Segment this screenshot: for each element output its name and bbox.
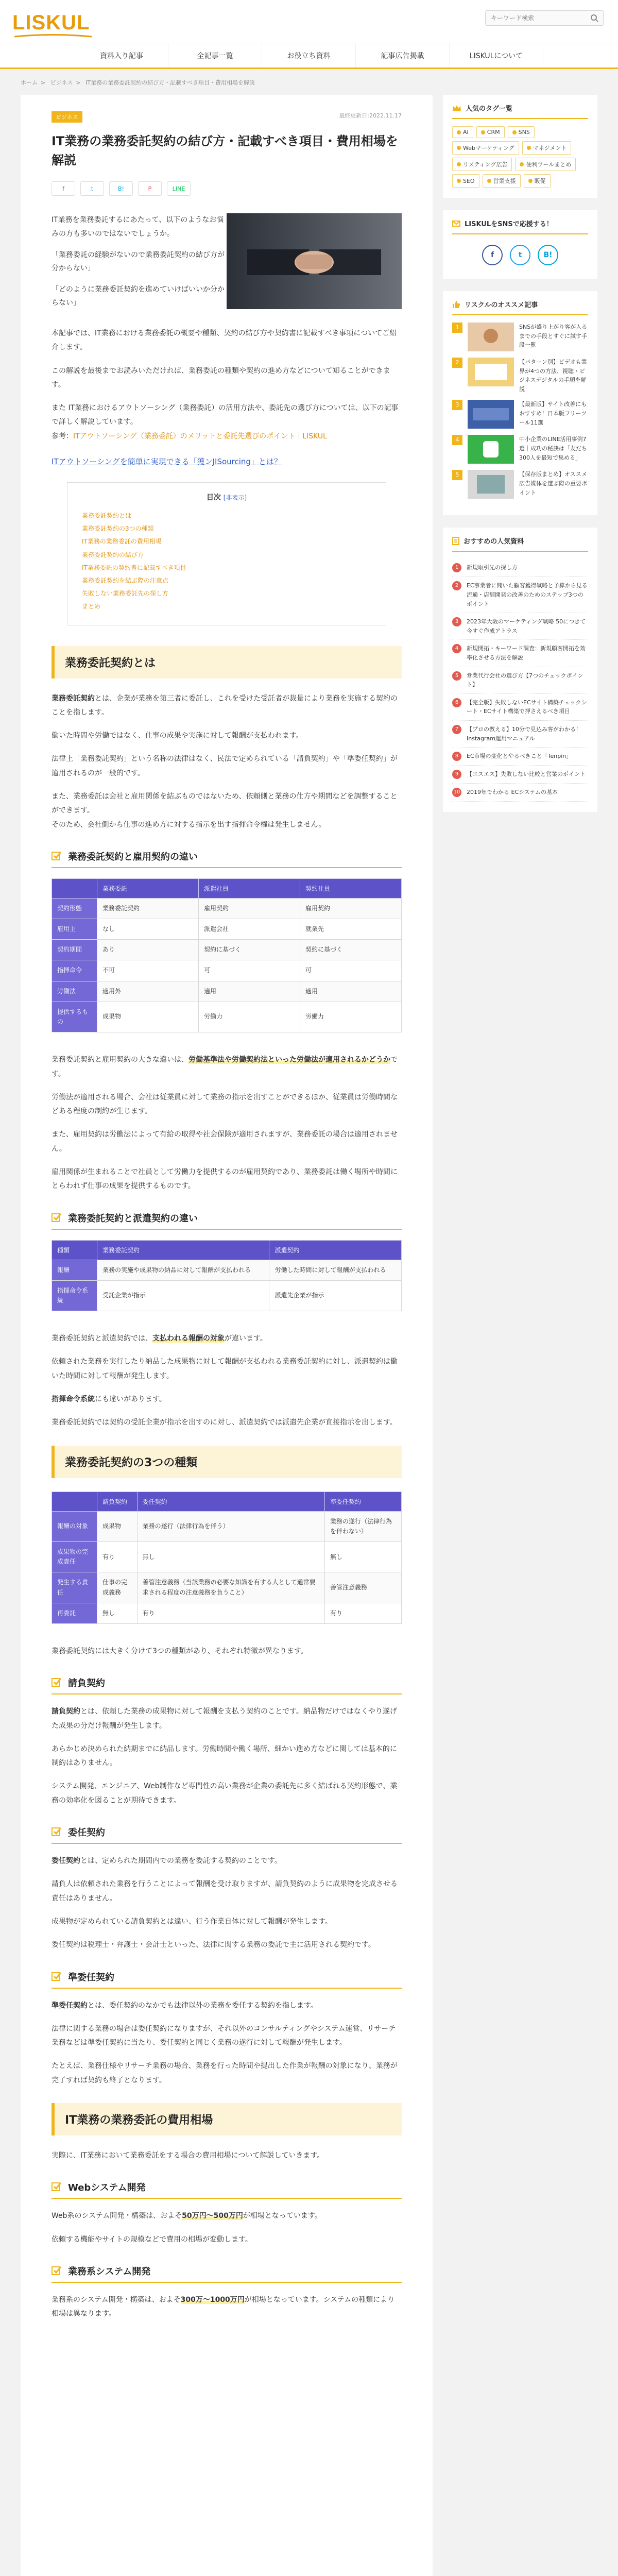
- check-icon: [52, 2265, 62, 2276]
- article-paragraph: 準委任契約とは、委任契約のなかでも法律以外の業務を委任する契約を指します。: [52, 2001, 318, 2010]
- toc-item[interactable]: 失敗しない業務委託先の探し方: [82, 590, 169, 598]
- share-buttons: [52, 181, 402, 196]
- nav-item-resources[interactable]: お役立ち資料: [262, 43, 356, 67]
- breadcrumb-home[interactable]: ホーム: [21, 79, 38, 86]
- subsection-heading: 業務委託契約と派遣契約の違い: [52, 1208, 402, 1230]
- nav-item-ad-placement[interactable]: 記事広告掲載: [356, 43, 450, 67]
- article: [21, 95, 433, 2576]
- article-paragraph: 業務系のシステム開発・構築は、およそ300万〜1000万円が相場となっています。システムの種類により相場は異なります。: [52, 2295, 395, 2318]
- article-paragraph: 実際に、IT業務において業務委託をする場合の費用相場について解説していきます。: [52, 2151, 324, 2160]
- section-heading: IT業務の業務委託の費用相場: [52, 2103, 402, 2136]
- article-paragraph: 指揮命令系統にも違いがあります。: [52, 1395, 166, 1404]
- check-icon: [52, 1971, 62, 1981]
- subsection-heading: 業務系システム開発: [52, 2261, 402, 2283]
- article-paragraph: 業務委託契約とは、企業が業務を第三者に委託し、これを受けた受託者が裁量により業務を実施する契約のことを指します。: [52, 694, 398, 717]
- article-paragraph: 請負契約とは、依頼した業務の成果物に対して報酬を支払う契約のことです。納品物だけではなくやり遂げた成果の分だけ報酬が発生します。: [52, 1707, 397, 1730]
- article-thumbnail: [468, 470, 514, 499]
- handshake-image: [227, 213, 402, 309]
- recommended-widget: リスクルのオススメ記事 1 SNSが盛り上がり客が入るまでの手段とすぐに試す手段一覧 2 【パターン別】ビデオも業界が4つの方法、視聴・ビジネスデジタルの手順を解説 3 【最新版】サイト改善にもおすすめ！日本版フリーツール11選 4 中小企業のLINE活用事例7選｜成功の秘訣は「友だち300人を最短で集める」 5 【保存版まとめ】オススメ広告媒体を選ぶ際の重要ポイント: [443, 291, 597, 515]
- article-paragraph: 依頼された業務を実行したり納品した成果物に対して報酬が支払われる業務委託契約に対し、派遣契約は働いた時間に対して報酬が発生します。: [52, 1358, 398, 1380]
- category-badge[interactable]: ビジネス: [52, 111, 82, 123]
- article-paragraph: あらかじめ決められた納期までに納品します。労働時間や働く場所、細かい進め方などに関しては基本的に制約はありません。: [52, 1744, 397, 1768]
- table-row: 契約期間 あり 契約に基づく 契約に基づく: [52, 940, 402, 960]
- article-paragraph: 本記事では、IT業務における業務委託の概要や種類、契約の結び方や契約書に記載すべき事項についてご紹介します。: [52, 329, 397, 352]
- tag-ai[interactable]: AI: [452, 126, 473, 138]
- mail-icon: [452, 220, 460, 227]
- list-item[interactable]: 9 【エスエス】失敗しない比較と営業のポイント: [452, 766, 588, 784]
- toc-item[interactable]: 業務委託契約の3つの種類: [82, 525, 154, 533]
- breadcrumb: ホーム > ビジネス > IT業務の業務委託契約の結び方・記載すべき項目・費用相場を解説: [21, 79, 255, 86]
- popular-resources-widget: おすすめの人気資料 1 新規取引先の探し方 2 EC事業者に聞いた顧客獲得戦略と予算から見る流通・店舗開発の改善のためのステップ3つのポイント 3 2023年大阪のマーケティング戦略 50につきて今すぐ作成アトラス 4 新規開拓・キーワード調査：新規顧客開拓を効率化させる方法を解説 5 営業代行会社の選び方【7つのチェックポイント】 6 【完全版】失敗しないECサイト構築チェックシート・ECサイト構築で押さえるべき項目 7 【プロの教える】10分で見込み客がわかる！Instagram運用マニュアル 8 EC市場の変化とやるべきこと「Tenpin」 9 【エスエス】失敗しない比較と営業のポイント 10 2019年でわかる ECシステムの基本: [443, 528, 597, 812]
- table-row: 発生する責任 仕事の完成義務 善管注意義務（当該業務の必要な知識を有する人として通常要求される程度の注意義務を負うこと） 善管注意義務: [52, 1572, 402, 1603]
- article-thumbnail: [468, 435, 514, 464]
- article-thumbnail: [468, 323, 514, 351]
- tag-crm[interactable]: CRM: [476, 126, 505, 138]
- toc-item[interactable]: 業務委託契約の結び方: [82, 551, 144, 558]
- check-icon: [52, 851, 62, 861]
- table-row: 成果物の完成責任 有り 無し 無し: [52, 1542, 402, 1572]
- table-row: 指揮命令系統 受託企業が指示 派遣先企業が指示: [52, 1280, 402, 1311]
- subsection-heading: 業務委託契約と雇用契約の違い: [52, 846, 402, 868]
- updated-date: 最終更新日:2022.11.17: [339, 112, 402, 119]
- share-facebook-button[interactable]: f: [52, 181, 75, 196]
- toc-item[interactable]: まとめ: [82, 603, 101, 611]
- toc-item[interactable]: IT業務の業務委託の費用相場: [82, 538, 162, 546]
- breadcrumb-current: IT業務の業務委託契約の結び方・記載すべき項目・費用相場を解説: [85, 79, 255, 86]
- tag-promotion[interactable]: 販促: [524, 174, 551, 188]
- table-row: 提供するもの 成果物 労働力 労働力: [52, 1002, 402, 1032]
- intro-text: IT業務を業務委託するにあたって、以下のようなお悩みの方も多いのではないでしょうか。: [52, 216, 224, 238]
- share-line-button[interactable]: LINE: [167, 181, 191, 196]
- search-icon[interactable]: [590, 14, 598, 22]
- check-icon: [52, 1677, 62, 1687]
- table-row: 再委託 無し 有り 有り: [52, 1603, 402, 1623]
- toc-item[interactable]: 業務委託契約を結ぶ際の注意点: [82, 577, 169, 584]
- article-thumbnail: [468, 400, 514, 429]
- check-icon: [52, 1826, 62, 1837]
- article-paragraph: また、業務委託は会社と雇用関係を結ぶものではないため、依頼側と業務の仕方や期間などを調整することができます。 そのため、会社側から仕事の進め方に対する指示を出す指揮命令権は発生しません。: [52, 792, 398, 829]
- check-icon: [52, 2181, 62, 2192]
- list-item[interactable]: 5 【保存版まとめ】オススメ広告媒体を選ぶ際の重要ポイント: [452, 470, 588, 499]
- crown-icon: [452, 104, 461, 112]
- thumbs-up-icon: [452, 300, 460, 309]
- article-paragraph: 委任契約とは、定められた期間内での業務を委託する契約のことです。: [52, 1857, 282, 1866]
- global-nav: [0, 43, 618, 69]
- logo-swoosh-icon: [14, 34, 92, 38]
- article-paragraph: 雇用関係が生まれることで社員として労働力を提供するのが雇用契約であり、業務委託は働く場所や時間にとらわれず仕事の成果を提供するものです。: [52, 1167, 398, 1191]
- article-paragraph: 委任契約は税理士・弁護士・会計士といった、法律に関する業務の委託で主に活用される契約です。: [52, 1941, 375, 1950]
- list-item[interactable]: 4 中小企業のLINE活用事例7選｜成功の秘訣は「友だち300人を最短で集める」: [452, 435, 588, 464]
- table-row: 報酬の対象 成果物 業務の遂行（法律行為を伴う） 業務の遂行（法律行為を伴わない）: [52, 1511, 402, 1541]
- list-item[interactable]: 1 新規取引先の探し方: [452, 559, 588, 577]
- subsection-heading: 準委任契約: [52, 1967, 402, 1989]
- tag-widget: 人気のタグ一覧 AI CRM SNS Webマーケティング マネジメント リスティング広告 便利ツールまとめ SEO 営業支援 販促: [443, 95, 597, 198]
- list-item[interactable]: 7 【プロの教える】10分で見込み客がわかる！Instagram運用マニュアル: [452, 721, 588, 748]
- page-title: IT業務の業務委託契約の結び方・記載すべき項目・費用相場を解説: [52, 134, 398, 168]
- tag-management[interactable]: マネジメント: [522, 141, 572, 155]
- twitter-icon[interactable]: t: [510, 245, 530, 265]
- article-paragraph: この解説を最後までお読みいただければ、業務委託の種類や契約の進め方などについて知ることができます。: [52, 366, 390, 389]
- list-item[interactable]: 6 【完全版】失敗しないECサイト構築チェックシート・ECサイト構築で押さえるべき項目: [452, 694, 588, 721]
- site-header: [0, 0, 618, 43]
- comparison-table: 種類 業務委託契約 派遣契約 報酬 業務の実施や成果物の納品に対して報酬が支払われる 労働した時間に対して報酬が支払われる 指揮命令系統 受託企業が指示 派遣先企業が指示: [52, 1240, 402, 1312]
- list-item[interactable]: 10 2019年でわかる ECシステムの基本: [452, 784, 588, 802]
- list-item[interactable]: 4 新規開拓・キーワード調査：新規顧客開拓を効率化させる方法を解説: [452, 640, 588, 667]
- tag-listing-ads[interactable]: リスティング広告: [452, 158, 512, 171]
- toc-toggle[interactable]: [非表示]: [223, 494, 247, 502]
- subsection-heading: 委任契約: [52, 1822, 402, 1844]
- sidebar: [443, 95, 597, 2576]
- cta-link[interactable]: ITアウトソーシングを簡単に実現できる「獲ンJISourcing」とは？: [52, 457, 282, 467]
- share-hatena-button[interactable]: B!: [109, 181, 133, 196]
- article-paragraph: 請負人は依頼された業務を行うことによって報酬を受け取りますが、請負契約のように成果物を完成させる責任はありません。: [52, 1880, 398, 1903]
- share-pocket-button[interactable]: P: [138, 181, 162, 196]
- article-paragraph: 業務委託契約には大きく分けて3つの種類があり、それぞれ特徴が異なります。: [52, 1647, 308, 1655]
- section-heading: 業務委託契約とは: [52, 646, 402, 679]
- article-thumbnail: [468, 358, 514, 386]
- article-paragraph: また、雇用契約は労働法によって有給の取得や社会保険が適用されますが、業務委託の場合は適用されません。: [52, 1130, 398, 1153]
- table-row: 労働法 適用外 適用 適用: [52, 981, 402, 1002]
- list-item[interactable]: 2 EC事業者に聞いた顧客獲得戦略と予算から見る流通・店舗開発の改善のためのステップ3つのポイント: [452, 577, 588, 613]
- table-row: 指揮命令 不可 可 可: [52, 960, 402, 981]
- table-row: 契約形態 業務委託契約 雇用契約 雇用契約: [52, 898, 402, 919]
- article-paragraph: 成果物が定められている請負契約とは違い、行う作業自体に対して報酬が発生します。: [52, 1917, 332, 1926]
- toc-item[interactable]: 業務委託契約とは: [82, 512, 132, 520]
- list-item[interactable]: 8 EC市場の変化とやるべきこと「Tenpin」: [452, 748, 588, 766]
- tag-tools[interactable]: 便利ツールまとめ: [515, 158, 576, 171]
- tag-sales[interactable]: 営業支援: [483, 174, 521, 188]
- breadcrumb-category[interactable]: ビジネス: [50, 79, 73, 86]
- tag-seo[interactable]: SEO: [452, 174, 479, 188]
- nav-item-about[interactable]: LISKULについて: [450, 43, 543, 67]
- table-row: 報酬 業務の実施や成果物の納品に対して報酬が支払われる 労働した時間に対して報酬が支払われる: [52, 1260, 402, 1280]
- article-paragraph: 業務委託契約と雇用契約の大きな違いは、労働基準法や労働契約法といった労働法が適用されるかどうかです。: [52, 1056, 398, 1078]
- section-heading: 業務委託契約の3つの種類: [52, 1446, 402, 1478]
- article-paragraph: 法律に関する業務の場合は委任契約になりますが、それ以外のコンサルティングやシステム運営、リサーチ業務などは準委任契約に当たり、委任契約と同じく業務の遂行に対して報酬が発生します。: [52, 2024, 396, 2047]
- toc-title: 目次: [206, 494, 221, 502]
- hatena-icon[interactable]: B!: [538, 245, 558, 265]
- sns-widget: LISKULをSNSで応援する！ f t B!: [443, 210, 597, 279]
- list-item[interactable]: 3 2023年大阪のマーケティング戦略 50につきて今すぐ作成アトラス: [452, 613, 588, 640]
- document-icon: [452, 537, 459, 545]
- reference-link[interactable]: ITアウトソーシング（業務委託）のメリットと委託先選びのポイント｜LISKUL: [73, 432, 327, 440]
- tag-web-marketing[interactable]: Webマーケティング: [452, 141, 519, 155]
- list-item[interactable]: 5 営業代行会社の選び方【7つのチェックポイント】: [452, 667, 588, 694]
- article-paragraph: Web系のシステム開発・構築は、およそ50万円〜500万円が相場となっています。: [52, 2212, 322, 2221]
- search-input[interactable]: [485, 10, 604, 26]
- facebook-icon[interactable]: f: [482, 245, 503, 265]
- article-paragraph: たとえば、業務仕様やリサーチ業務の場合、業務を行った時間や提出した作業が報酬の対象になり、業務が完了すれば契約も終了となります。: [52, 2062, 398, 2084]
- subsection-heading: 請負契約: [52, 1673, 402, 1694]
- table-of-contents: [67, 482, 386, 625]
- site-logo[interactable]: LISKUL: [12, 11, 90, 34]
- table-row: 雇用主 なし 派遣会社 就業先: [52, 919, 402, 940]
- intro-quote: 「業務委託の経験がないので業務委託契約の結び方が分からない」: [52, 250, 225, 273]
- comparison-table: 業務委託 派遣社員 契約社員 契約形態 業務委託契約 雇用契約 雇用契約 雇用主 なし 派遣会社 就業先 契約期間 あり 契約に基づく 契約に基づく 指揮命令 不可 可 可 労働法 適用外 適用 適用 提供するもの 成果物 労働力 労働力: [52, 878, 402, 1032]
- list-item[interactable]: 1 SNSが盛り上がり客が入るまでの手段とすぐに試す手段一覧: [452, 323, 588, 351]
- share-twitter-button[interactable]: t: [80, 181, 104, 196]
- intro-quote: 「どのように業務委託契約を進めていけばいいか分からない」: [52, 285, 225, 308]
- tag-sns[interactable]: SNS: [508, 126, 535, 138]
- toc-item[interactable]: IT業務委託の契約書に記載すべき項目: [82, 564, 186, 571]
- article-paragraph: 労働法が適用される場合、会社は従業員に対して業務の指示を出すことができるほか、従業員は労働時間などある程度の制約が生じます。: [52, 1093, 398, 1116]
- subsection-heading: Webシステム開発: [52, 2177, 402, 2199]
- nav-item-all-articles[interactable]: 全記事一覧: [168, 43, 262, 67]
- comparison-table: 請負契約 委任契約 準委任契約 報酬の対象 成果物 業務の遂行（法律行為を伴う） 業務の遂行（法律行為を伴わない） 成果物の完成責任 有り 無し 無し 発生する責任 仕事の完成義務 善管注意義務（当該業務の必要な知識を有する人として通常要求される程度の注意義務を負うこと） 善管注意義務 再委託 無し 有り 有り: [52, 1492, 402, 1624]
- check-icon: [52, 1212, 62, 1223]
- list-item[interactable]: 2 【パターン別】ビデオも業界が4つの方法、視聴・ビジネスデジタルの手順を解説: [452, 358, 588, 394]
- nav-item-materials-articles[interactable]: 資料入り記事: [75, 43, 168, 67]
- article-paragraph: 依頼する機能やサイトの規模などで費用の相場が変動します。: [52, 2235, 252, 2244]
- list-item[interactable]: 3 【最新版】サイト改善にもおすすめ！日本版フリーツール11選: [452, 400, 588, 429]
- article-paragraph: 働いた時間や労働ではなく、仕事の成果や実施に対して報酬が支払われます。: [52, 732, 303, 740]
- article-paragraph: また IT業務におけるアウトソーシング（業務委託）の活用方法や、委託先の選び方については、以下の記事で詳しく解説しています。 参考：ITアウトソーシング（業務委託）のメリットと委託先選びのポイント｜LISKUL: [52, 404, 399, 440]
- article-paragraph: 業務委託契約では契約の受託企業が指示を出すのに対し、派遣契約では派遣先企業が直接指示を出します。: [52, 1418, 397, 1427]
- article-paragraph: システム開発、エンジニア、Web制作など専門性の高い業務が企業の委託先に多く結ばれる契約形態で、業務の効率化を図ることが期待できます。: [52, 1782, 398, 1805]
- article-paragraph: 業務委託契約と派遣契約では、支払われる報酬の対象が違います。: [52, 1334, 267, 1343]
- article-paragraph: 法律上「業務委託契約」という名称の法律はなく、民法で定められている「請負契約」や「準委任契約」が適用されるのが一般的です。: [52, 755, 398, 777]
